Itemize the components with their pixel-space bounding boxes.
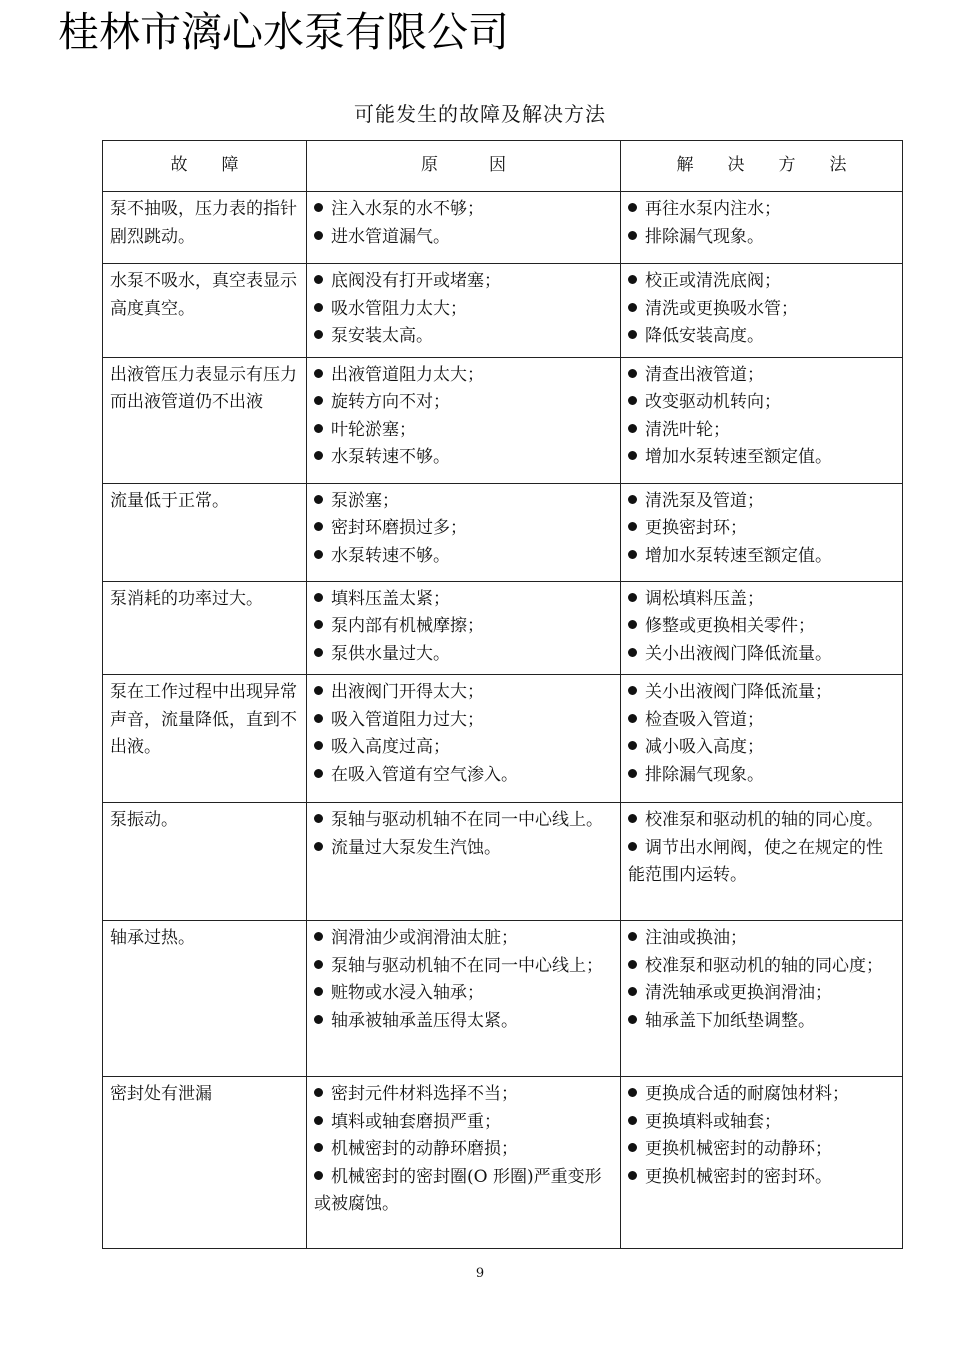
cause-cell	[307, 1077, 621, 1249]
solution-cell	[621, 803, 903, 921]
cause-item	[314, 543, 613, 571]
bullet-icon	[314, 203, 323, 212]
item-text: 检查吸入管道；	[645, 709, 764, 730]
item-text: 泵淤塞；	[331, 490, 399, 511]
item-text: 注入水泵的水不够；	[331, 199, 484, 219]
bullet-icon	[314, 451, 323, 460]
item-text: 改变驱动机转向；	[645, 392, 781, 412]
bullet-icon	[314, 369, 323, 378]
cause-item	[314, 953, 613, 981]
solution-cell	[621, 921, 903, 1077]
item-text: 轴承盖下加纸垫调整。	[645, 1010, 815, 1031]
cause-item	[314, 613, 613, 641]
solution-cell	[621, 192, 903, 264]
cause-cell	[307, 192, 621, 264]
cause-item	[314, 224, 613, 252]
item-text: 清查出液管道；	[645, 364, 764, 385]
item-text: 修整或更换相关零件；	[645, 616, 815, 636]
table-row	[103, 921, 903, 1077]
bullet-icon	[628, 330, 637, 339]
fault-cell: 泵振动。	[103, 803, 307, 921]
solution-item	[628, 1008, 895, 1036]
solution-item	[628, 925, 895, 953]
bullet-icon	[628, 620, 637, 629]
item-text: 校正或清洗底阀；	[645, 271, 781, 291]
cause-item	[314, 515, 613, 543]
bullet-icon	[314, 648, 323, 657]
bullet-icon	[314, 932, 323, 941]
solution-item	[628, 444, 895, 472]
cause-item	[314, 586, 613, 614]
bullet-icon	[628, 231, 637, 240]
header-row	[103, 141, 903, 192]
header-solution: 解 决 方 法	[621, 141, 903, 192]
item-text: 进水管道漏气。	[331, 226, 450, 247]
item-text: 底阀没有打开或堵塞；	[331, 271, 501, 291]
bullet-icon	[314, 1116, 323, 1125]
bullet-icon	[628, 1171, 637, 1180]
bullet-icon	[314, 714, 323, 723]
bullet-icon	[314, 396, 323, 405]
item-text: 吸水管阻力太大；	[331, 298, 467, 319]
item-text: 水泵转速不够。	[331, 447, 450, 467]
cause-item	[314, 1008, 613, 1036]
item-text: 降低安装高度。	[645, 326, 764, 346]
solution-item	[628, 224, 895, 252]
solution-item	[628, 1164, 895, 1192]
item-text: 更换机械密封的密封环。	[645, 1166, 832, 1187]
bullet-icon	[314, 960, 323, 969]
bullet-icon	[628, 275, 637, 284]
item-text: 校准泵和驱动机的轴的同心度。	[645, 810, 883, 830]
item-text: 校准泵和驱动机的轴的同心度；	[645, 955, 883, 976]
cause-item	[314, 807, 613, 835]
bullet-icon	[628, 396, 637, 405]
cause-item	[314, 488, 613, 516]
solution-item	[628, 296, 895, 324]
item-text: 注油或换油；	[645, 928, 747, 948]
solution-item	[628, 953, 895, 981]
bullet-icon	[628, 522, 637, 531]
bullet-icon	[314, 686, 323, 695]
solution-item	[628, 1081, 895, 1109]
item-text: 水泵转速不够。	[331, 545, 450, 566]
cause-item	[314, 1109, 613, 1137]
header-cause: 原 因	[307, 141, 621, 192]
item-text: 增加水泵转速至额定值。	[645, 447, 832, 467]
cause-item	[314, 1081, 613, 1109]
item-text: 吸入管道阻力过大；	[331, 709, 484, 730]
cause-cell	[307, 483, 621, 581]
header-fault: 故 障	[103, 141, 307, 192]
bullet-icon	[628, 686, 637, 695]
item-text: 更换密封环；	[645, 518, 747, 538]
bullet-icon	[314, 303, 323, 312]
item-text: 赃物或水浸入轴承；	[331, 983, 484, 1003]
item-text: 更换成合适的耐腐蚀材料；	[645, 1084, 849, 1104]
item-text: 关小出液阀门降低流量；	[645, 682, 832, 702]
solution-item	[628, 641, 895, 669]
item-text: 更换机械密封的动静环；	[645, 1139, 832, 1159]
cause-item	[314, 707, 613, 735]
solution-item	[628, 1109, 895, 1137]
bullet-icon	[628, 648, 637, 657]
cause-cell	[307, 581, 621, 675]
item-text: 机械密封的密封圈(O 形圈)严重变形或被腐蚀。	[314, 1166, 602, 1214]
item-text: 吸入高度过高；	[331, 737, 450, 757]
item-text: 排除漏气现象。	[645, 764, 764, 785]
fault-cell: 水泵不吸水，真空表显示高度真空。	[103, 264, 307, 358]
table-row	[103, 581, 903, 675]
solution-item	[628, 762, 895, 790]
item-text: 清洗叶轮；	[645, 419, 730, 440]
cause-item	[314, 835, 613, 863]
solution-cell	[621, 581, 903, 675]
bullet-icon	[314, 1088, 323, 1097]
solution-item	[628, 543, 895, 571]
bullet-icon	[628, 1015, 637, 1024]
table-row	[103, 357, 903, 483]
cause-item	[314, 679, 613, 707]
item-text: 润滑油少或润滑油太脏；	[331, 928, 518, 948]
item-text: 泵安装太高。	[331, 326, 433, 346]
bullet-icon	[628, 303, 637, 312]
bullet-icon	[314, 330, 323, 339]
cause-item	[314, 1164, 613, 1219]
bullet-icon	[628, 495, 637, 504]
item-text: 叶轮淤塞；	[331, 419, 416, 440]
item-text: 流量过大泵发生汽蚀。	[331, 837, 501, 858]
table-row	[103, 264, 903, 358]
item-text: 填料或轴套磨损严重；	[331, 1111, 501, 1132]
item-text: 泵轴与驱动机轴不在同一中心线上。	[331, 810, 603, 830]
solution-cell	[621, 264, 903, 358]
item-text: 泵轴与驱动机轴不在同一中心线上；	[331, 955, 603, 976]
item-text: 泵供水量过大。	[331, 643, 450, 664]
solution-cell	[621, 675, 903, 803]
bullet-icon	[314, 987, 323, 996]
bullet-icon	[628, 203, 637, 212]
cause-cell	[307, 803, 621, 921]
item-text: 排除漏气现象。	[645, 226, 764, 247]
bullet-icon	[314, 593, 323, 602]
bullet-icon	[314, 1171, 323, 1180]
bullet-icon	[314, 495, 323, 504]
table-row	[103, 675, 903, 803]
cause-item	[314, 980, 613, 1008]
fault-table	[102, 140, 903, 1249]
solution-cell	[621, 483, 903, 581]
item-text: 清洗轴承或更换润滑油；	[645, 983, 832, 1003]
solution-item	[628, 613, 895, 641]
item-text: 旋转方向不对；	[331, 392, 450, 412]
item-text: 密封环磨损过多；	[331, 518, 467, 538]
item-text: 关小出液阀门降低流量。	[645, 643, 832, 664]
bullet-icon	[628, 960, 637, 969]
solution-item	[628, 488, 895, 516]
fault-cell: 泵消耗的功率过大。	[103, 581, 307, 675]
item-text: 泵内部有机械摩擦；	[331, 616, 484, 636]
bullet-icon	[314, 1143, 323, 1152]
bullet-icon	[628, 593, 637, 602]
solution-item	[628, 389, 895, 417]
table-row	[103, 1077, 903, 1249]
solution-item	[628, 807, 895, 835]
solution-item	[628, 707, 895, 735]
bullet-icon	[314, 275, 323, 284]
item-text: 清洗或更换吸水管；	[645, 298, 798, 319]
item-text: 密封元件材料选择不当；	[331, 1084, 518, 1104]
item-text: 减小吸入高度；	[645, 737, 764, 757]
cause-item	[314, 296, 613, 324]
bullet-icon	[628, 714, 637, 723]
cause-item	[314, 323, 613, 351]
bullet-icon	[628, 769, 637, 778]
cause-cell	[307, 264, 621, 358]
item-text: 更换填料或轴套；	[645, 1111, 781, 1132]
bullet-icon	[628, 741, 637, 750]
solution-item	[628, 679, 895, 707]
solution-item	[628, 734, 895, 762]
bullet-icon	[628, 451, 637, 460]
solution-cell	[621, 1077, 903, 1249]
cause-item	[314, 444, 613, 472]
solution-item	[628, 196, 895, 224]
cause-item	[314, 196, 613, 224]
item-text: 在吸入管道有空气渗入。	[331, 764, 518, 785]
fault-cell: 出液管压力表显示有压力而出液管道仍不出液	[103, 357, 307, 483]
cause-item	[314, 762, 613, 790]
solution-item	[628, 362, 895, 390]
bullet-icon	[314, 1015, 323, 1024]
bullet-icon	[314, 522, 323, 531]
cause-item	[314, 925, 613, 953]
cause-cell	[307, 357, 621, 483]
fault-cell: 泵不抽吸，压力表的指针剧烈跳动。	[103, 192, 307, 264]
cause-item	[314, 734, 613, 762]
bullet-icon	[314, 620, 323, 629]
bullet-icon	[628, 842, 637, 851]
cause-cell	[307, 921, 621, 1077]
bullet-icon	[628, 987, 637, 996]
item-text: 轴承被轴承盖压得太紧。	[331, 1010, 518, 1031]
bullet-icon	[628, 1143, 637, 1152]
item-text: 填料压盖太紧；	[331, 588, 450, 609]
solution-item	[628, 1136, 895, 1164]
item-text: 出液管道阻力太大；	[331, 364, 484, 385]
solution-cell	[621, 357, 903, 483]
item-text: 机械密封的动静环磨损；	[331, 1139, 518, 1159]
fault-cell: 流量低于正常。	[103, 483, 307, 581]
cause-item	[314, 268, 613, 296]
bullet-icon	[628, 550, 637, 559]
solution-item	[628, 323, 895, 351]
cause-item	[314, 362, 613, 390]
bullet-icon	[314, 814, 323, 823]
cause-item	[314, 389, 613, 417]
fault-cell: 轴承过热。	[103, 921, 307, 1077]
bullet-icon	[314, 769, 323, 778]
page-number: 9	[475, 1266, 485, 1281]
table-row	[103, 192, 903, 264]
bullet-icon	[628, 424, 637, 433]
bullet-icon	[314, 741, 323, 750]
solution-item	[628, 586, 895, 614]
item-text: 增加水泵转速至额定值。	[645, 545, 832, 566]
solution-item	[628, 835, 895, 890]
bullet-icon	[314, 550, 323, 559]
item-text: 调松填料压盖；	[645, 588, 764, 609]
table-row	[103, 483, 903, 581]
item-text: 调节出水闸阀，使之在规定的性能范围内运转。	[628, 837, 883, 885]
bullet-icon	[314, 231, 323, 240]
table-row	[103, 803, 903, 921]
cause-item	[314, 417, 613, 445]
solution-item	[628, 268, 895, 296]
bullet-icon	[628, 814, 637, 823]
solution-item	[628, 980, 895, 1008]
bullet-icon	[628, 932, 637, 941]
bullet-icon	[628, 369, 637, 378]
item-text: 清洗泵及管道；	[645, 490, 764, 511]
bullet-icon	[628, 1088, 637, 1097]
fault-cell: 密封处有泄漏	[103, 1077, 307, 1249]
item-text: 出液阀门开得太大；	[331, 682, 484, 702]
solution-item	[628, 417, 895, 445]
document-title: 可能发生的故障及解决方法	[354, 102, 606, 126]
bullet-icon	[314, 424, 323, 433]
company-name: 桂林市漓心水泵有限公司	[58, 8, 509, 56]
cause-item	[314, 1136, 613, 1164]
item-text: 再往水泵内注水；	[645, 199, 781, 219]
cause-item	[314, 641, 613, 669]
fault-cell: 泵在工作过程中出现异常声音，流量降低，直到不出液。	[103, 675, 307, 803]
bullet-icon	[314, 842, 323, 851]
solution-item	[628, 515, 895, 543]
cause-cell	[307, 675, 621, 803]
bullet-icon	[628, 1116, 637, 1125]
